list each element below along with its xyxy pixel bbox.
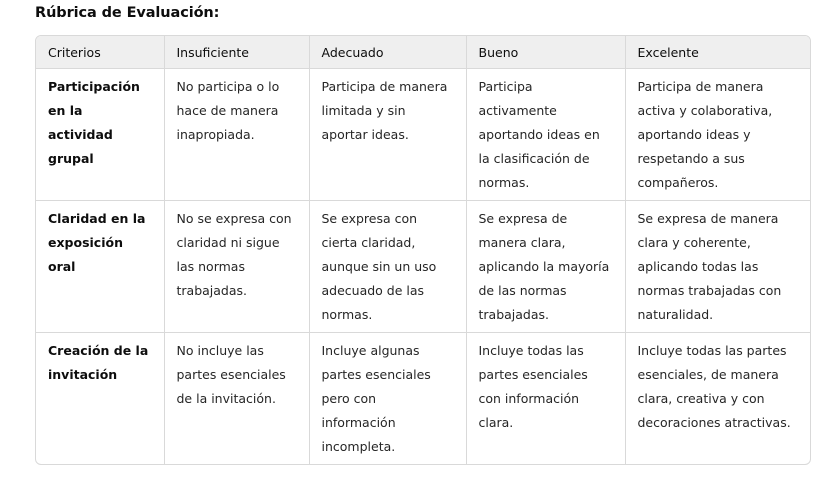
cell-bueno: Participa activamente aportando ideas en la clasificación de normas. [466,69,625,201]
cell-bueno: Se expresa de manera clara, aplicando la mayoría de las normas trabajadas. [466,201,625,333]
cell-criterio: Claridad en la exposición oral [36,201,164,333]
cell-excelente: Participa de manera activa y colaborativa, aportando ideas y respetando a sus compañeros. [625,69,810,201]
cell-adecuado: Se expresa con cierta claridad, aunque sin un uso adecuado de las normas. [309,201,466,333]
header-bueno: Bueno [466,36,625,69]
cell-criterio: Creación de la invitación [36,333,164,465]
table-row [36,201,810,333]
cell-adecuado: Participa de manera limitada y sin aportar ideas. [309,69,466,201]
rubric-title: Rúbrica de Evaluación: [35,5,220,21]
cell-insuficiente: No participa o lo hace de manera inapropiada. [164,69,309,201]
header-criterios: Criterios [36,36,164,69]
header-adecuado: Adecuado [309,36,466,69]
table-header-row [36,36,810,69]
cell-insuficiente: No incluye las partes esenciales de la invitación. [164,333,309,465]
header-excelente: Excelente [625,36,810,69]
cell-bueno: Incluye todas las partes esenciales con información clara. [466,333,625,465]
rubric-table [36,36,810,464]
header-insuficiente: Insuficiente [164,36,309,69]
cell-insuficiente: No se expresa con claridad ni sigue las normas trabajadas. [164,201,309,333]
rubric-table-container [35,35,811,465]
cell-adecuado: Incluye algunas partes esenciales pero con información incompleta. [309,333,466,465]
table-row [36,69,810,201]
table-row [36,333,810,465]
cell-excelente: Incluye todas las partes esenciales, de manera clara, creativa y con decoraciones atractivas. [637,343,791,430]
cell-excelente: Se expresa de manera clara y coherente, aplicando todas las normas trabajadas con naturalidad. [625,201,810,333]
cell-criterio: Participación en la actividad grupal [36,69,164,201]
